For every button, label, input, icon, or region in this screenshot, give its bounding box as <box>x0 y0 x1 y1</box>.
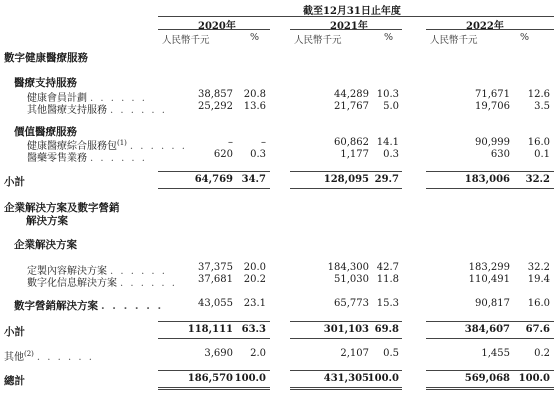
table-cell: 67.6 <box>525 324 550 335</box>
subtotal-rule-bottom <box>426 338 554 339</box>
row-label <box>14 75 77 90</box>
year-2020: 2020年 <box>198 21 236 32</box>
subtotal-rule-bottom <box>290 387 402 388</box>
leader-dots: . . . . . . <box>110 105 167 116</box>
table-cell: 1,455 <box>481 348 510 359</box>
table-cell: 32.2 <box>525 174 550 185</box>
table-cell: 184,300 <box>327 262 369 273</box>
row-label-text: 總計 <box>4 375 25 387</box>
subtotal-rule-bottom <box>426 188 554 189</box>
row-label <box>14 237 77 252</box>
table-cell: 569,068 <box>464 373 510 384</box>
row-label-text: 小計 <box>4 176 25 188</box>
table-cell: 90,999 <box>475 137 510 148</box>
row-label-text: 數字健康醫療服務 <box>4 52 88 64</box>
leader-dots: . . . . . . <box>120 278 177 289</box>
table-cell: 37,375 <box>198 262 233 273</box>
unit-label-2022: 人民幣千元 <box>430 35 478 46</box>
row-label-text: 其他醫療支持服務 <box>27 105 107 116</box>
row-label-text: 醫藥零售業務 <box>27 153 87 164</box>
row-label-text: 解決方案 <box>26 215 68 227</box>
table-cell: 128,095 <box>323 174 369 185</box>
subtotal-rule-top <box>290 370 402 371</box>
footnote-marker: (1) <box>117 139 127 147</box>
pct-label-2020: % <box>250 32 260 43</box>
table-cell: 65,773 <box>334 298 369 309</box>
table-cell: 20.2 <box>243 274 266 285</box>
table-cell: 0.5 <box>383 348 399 359</box>
table-cell: 23.1 <box>243 298 266 309</box>
table-cell: 19,706 <box>475 101 510 112</box>
subtotal-rule-bottom <box>158 188 270 189</box>
row-label <box>4 348 94 363</box>
total-double-rule <box>158 389 270 390</box>
table-cell: 34.7 <box>241 174 266 185</box>
footnote-marker: (2) <box>24 350 34 358</box>
subtotal-rule-top <box>158 370 270 371</box>
table-cell: 20.0 <box>243 262 266 273</box>
table-cell: 183,006 <box>464 174 510 185</box>
table-cell: 3.5 <box>534 101 550 112</box>
leader-dots: . . . . . . <box>90 153 147 164</box>
subtotal-rule-top <box>426 321 554 322</box>
year-2022: 2022年 <box>466 21 504 32</box>
year-rule-2022 <box>426 29 554 30</box>
subtotal-rule-top <box>426 370 554 371</box>
table-cell: 301,103 <box>323 324 369 335</box>
table-cell: 183,299 <box>468 262 510 273</box>
table-cell: 13.6 <box>243 101 266 112</box>
row-label <box>4 373 25 388</box>
table-cell: 16.0 <box>527 137 550 148</box>
row-label-text: 醫療支持服務 <box>14 77 77 89</box>
table-cell: 20.8 <box>243 89 266 100</box>
row-label-text: 企業解決方案 <box>14 239 77 251</box>
table-cell: 630 <box>490 149 510 160</box>
leader-dots: . . . . . . <box>36 352 94 363</box>
subtotal-rule-bottom <box>290 188 402 189</box>
leader-dots: . . . . . . <box>110 266 167 277</box>
table-cell: 2.0 <box>250 348 266 359</box>
table-cell: – <box>261 137 266 148</box>
table-cell: 14.1 <box>376 137 399 148</box>
table-cell: 100.0 <box>367 373 399 384</box>
table-cell: 15.3 <box>376 298 399 309</box>
row-label <box>4 50 88 65</box>
table-cell: 51,030 <box>334 274 369 285</box>
table-cell: 43,055 <box>198 298 233 309</box>
table-cell: 60,862 <box>334 137 369 148</box>
subtotal-rule-top <box>158 171 270 172</box>
subtotal-rule-top <box>290 171 402 172</box>
row-label <box>4 324 25 339</box>
unit-label-2020: 人民幣千元 <box>162 35 210 46</box>
table-cell: 11.8 <box>376 274 399 285</box>
table-cell: 100.0 <box>518 373 550 384</box>
subtotal-rule-bottom <box>158 387 270 388</box>
table-cell: 100.0 <box>234 373 266 384</box>
period-caption: 截至12月31日止年度 <box>303 6 401 17</box>
row-label-text: 數字營銷解決方案 <box>14 300 98 312</box>
table-cell: 71,671 <box>475 89 510 100</box>
table-cell: 2,107 <box>340 348 369 359</box>
table-cell: 19.4 <box>527 274 550 285</box>
table-cell: 0.3 <box>250 149 266 160</box>
table-cell: 384,607 <box>464 324 510 335</box>
row-label-text: 健康會員計劃 <box>27 93 87 104</box>
leader-dots: . . . . . . <box>90 93 147 104</box>
table-cell: 25,292 <box>198 101 233 112</box>
table-cell: 63.3 <box>241 324 266 335</box>
subtotal-rule-bottom <box>290 338 402 339</box>
row-label-text: 定製內容解決方案 <box>27 266 107 277</box>
table-cell: 431,305 <box>323 373 369 384</box>
leader-dots: . . . . . . <box>129 141 187 152</box>
row-label-text: 健康醫療綜合服務包 <box>27 141 117 152</box>
table-cell: 38,857 <box>198 89 233 100</box>
leader-dots: . . . . . . <box>101 300 164 312</box>
row-label <box>27 149 147 164</box>
table-cell: – <box>228 137 233 148</box>
pct-label-2021: % <box>384 32 394 43</box>
row-label <box>27 101 167 116</box>
table-cell: 118,111 <box>187 324 233 335</box>
table-cell: 12.6 <box>527 89 550 100</box>
unit-label-2021: 人民幣千元 <box>294 35 342 46</box>
subtotal-rule-bottom <box>158 338 270 339</box>
row-label <box>4 174 25 189</box>
subtotal-rule-top <box>290 321 402 322</box>
row-label <box>27 274 177 289</box>
row-label-text: 企業解決方案及數字營銷 <box>4 202 120 214</box>
table-cell: 3,690 <box>204 348 233 359</box>
table-cell: 186,570 <box>187 373 233 384</box>
total-double-rule <box>290 389 402 390</box>
pct-label-2022: % <box>520 32 530 43</box>
row-label-text: 小計 <box>4 326 25 338</box>
table-cell: 37,681 <box>198 274 233 285</box>
table-cell: 32.2 <box>527 262 550 273</box>
subtotal-rule-bottom <box>426 387 554 388</box>
table-cell: 90,817 <box>475 298 510 309</box>
row-label <box>26 213 68 228</box>
row-label-text: 價值醫療服務 <box>14 126 77 138</box>
table-cell: 5.0 <box>383 101 399 112</box>
subtotal-rule-top <box>158 321 270 322</box>
table-cell: 29.7 <box>374 174 399 185</box>
row-label-text: 數字化信息解決方案 <box>27 278 117 289</box>
table-cell: 64,769 <box>194 174 233 185</box>
row-label-text: 其他 <box>4 352 24 363</box>
table-cell: 0.2 <box>534 348 550 359</box>
table-cell: 10.3 <box>376 89 399 100</box>
table-cell: 110,491 <box>468 274 510 285</box>
row-label <box>14 298 163 313</box>
table-cell: 1,177 <box>340 149 369 160</box>
table-cell: 16.0 <box>527 298 550 309</box>
table-cell: 44,289 <box>334 89 369 100</box>
table-cell: 0.1 <box>534 149 550 160</box>
year-rule-2021 <box>290 29 402 30</box>
year-rule-2020 <box>158 29 270 30</box>
table-cell: 69.8 <box>374 324 399 335</box>
subtotal-rule-top <box>426 171 554 172</box>
year-2021: 2021年 <box>330 21 368 32</box>
table-cell: 620 <box>213 149 233 160</box>
total-double-rule <box>426 389 554 390</box>
table-cell: 42.7 <box>376 262 399 273</box>
table-cell: 0.3 <box>383 149 399 160</box>
table-cell: 21,767 <box>334 101 369 112</box>
